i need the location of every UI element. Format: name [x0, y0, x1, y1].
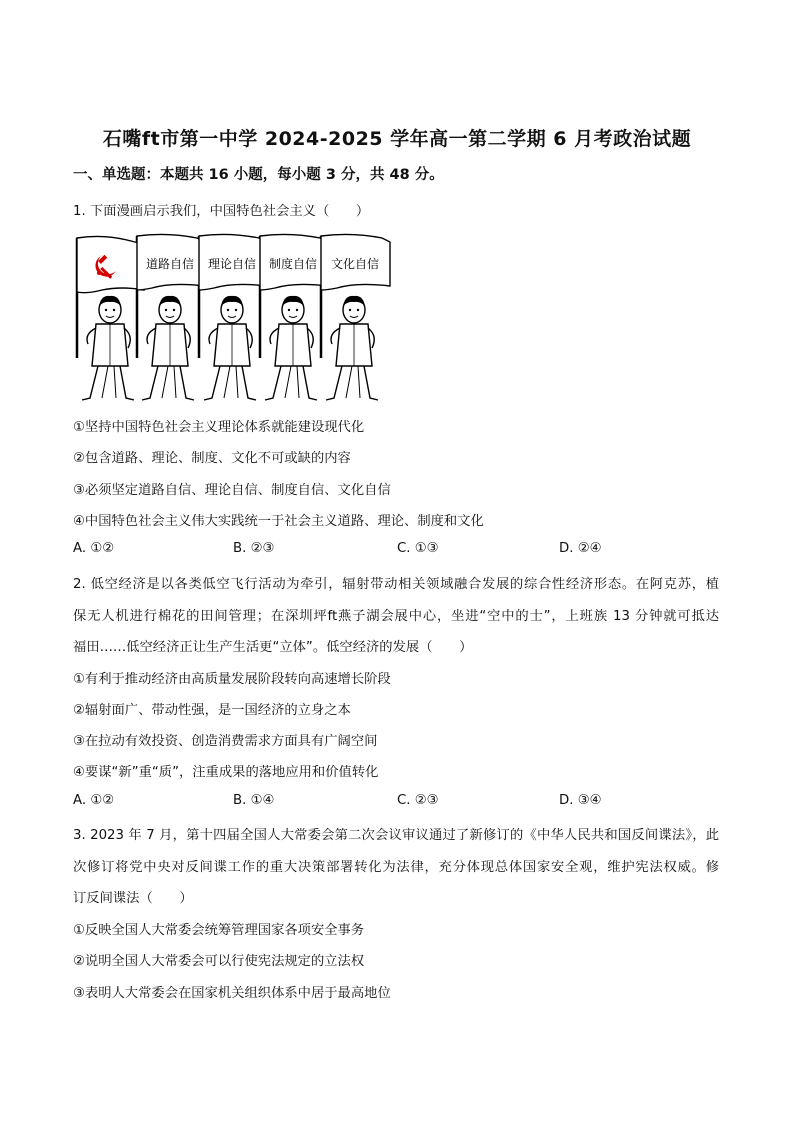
- flag-label-system: 制度自信: [268, 257, 318, 271]
- flag-label-road: 道路自信: [145, 257, 195, 271]
- q1-statement-2: ②包含道路、理论、制度、文化不可或缺的内容: [73, 451, 351, 466]
- q1-statement-1: ①坚持中国特色社会主义理论体系就能建设现代化: [73, 420, 365, 435]
- q2-option-a[interactable]: A. ①②: [73, 793, 115, 808]
- q3-statement-2: ②说明全国人大常委会可以行使宪法规定的立法权: [73, 954, 365, 969]
- question-2-stem-line-2: 保无人机进行棉花的田间管理；在深圳坪ft燕子湖会展中心，坐进“空中的士”，上班族 13 分钟就可抵达: [73, 609, 719, 624]
- flag-bearer: [204, 296, 256, 400]
- flag-label-theory: 理论自信: [207, 257, 257, 271]
- section-heading: 一、单选题：本题共 16 小题，每小题 3 分，共 48 分。: [73, 167, 444, 183]
- q2-statement-3: ③在拉动有效投资、创造消费需求方面具有广阔空间: [73, 734, 378, 749]
- q3-statement-3: ③表明人大常委会在国家机关组织体系中居于最高地位: [73, 986, 391, 1001]
- flag-bearer: [142, 296, 194, 400]
- question-3-stem-line-3: 订反间谍法（ ）: [73, 891, 193, 906]
- flag-bearer: [265, 296, 317, 400]
- question-1-stem: 1. 下面漫画启示我们，中国特色社会主义（ ）: [73, 204, 370, 219]
- flag-bearer: [326, 296, 378, 400]
- q2-statement-2: ②辐射面广、带动性强，是一国经济的立身之本: [73, 703, 351, 718]
- q2-option-d[interactable]: D. ③④: [559, 793, 602, 808]
- question-3-stem-line-1: 3. 2023 年 7 月，第十四届全国人大常委会第二次会议审议通过了新修订的《中华人民共和国反间谍法》，此: [73, 828, 719, 843]
- question-2-stem-line-1: 2. 低空经济是以各类低空飞行活动为牵引，辐射带动相关领域融合发展的综合性经济形态。在阿克苏，植: [73, 577, 719, 592]
- q1-option-b[interactable]: B. ②③: [233, 541, 275, 556]
- q2-statement-4: ④要谋“新”重“质”，注重成果的落地应用和价值转化: [73, 765, 379, 780]
- flag-bearer: [82, 296, 134, 400]
- q2-statement-1: ①有利于推动经济由高质量发展阶段转向高速增长阶段: [73, 672, 391, 687]
- question-3-stem-line-2: 次修订将党中央对反间谍工作的重大决策部署转化为法律，充分体现总体国家安全观，维护宪法权威。修: [73, 860, 719, 875]
- exam-title: 石嘴ft市第一中学 2024-2025 学年高一第二学期 6 月考政治试题: [102, 128, 692, 150]
- flag-label-culture: 文化自信: [330, 257, 380, 271]
- q3-statement-1: ①反映全国人大常委会统筹管理国家各项安全事务: [73, 923, 365, 938]
- party-flag: [77, 236, 144, 292]
- q1-option-d[interactable]: D. ②④: [559, 541, 602, 556]
- q2-option-b[interactable]: B. ①④: [233, 793, 275, 808]
- question-2-stem-line-3: 福田……低空经济正让生产生活更“立体”。低空经济的发展（ ）: [73, 640, 473, 655]
- q1-statement-3: ③必须坚定道路自信、理论自信、制度自信、文化自信: [73, 483, 391, 498]
- q1-option-c[interactable]: C. ①③: [397, 541, 439, 556]
- q1-option-a[interactable]: A. ①②: [73, 541, 115, 556]
- question-1-cartoon: [72, 232, 394, 404]
- q2-option-c[interactable]: C. ②③: [397, 793, 439, 808]
- q1-statement-4: ④中国特色社会主义伟大实践统一于社会主义道路、理论、制度和文化: [73, 514, 484, 529]
